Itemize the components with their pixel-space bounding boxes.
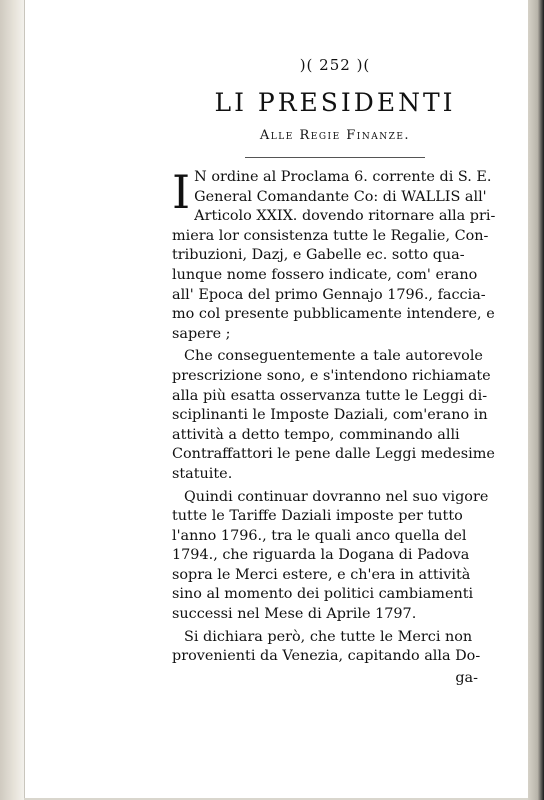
text-line: sopra le Merci estere, e ch'era in attività (172, 566, 471, 583)
text-line: sino al momento dei politici cambiamenti (172, 586, 474, 603)
text-line: provenienti da Venezia, capitando alla Do- (172, 648, 481, 665)
text-line: all' Epoca del primo Gennajo 1796., faccia- (172, 286, 486, 303)
text-line: lunque nome fossero indicate, com' erano (172, 266, 478, 283)
text-line: attività a detto tempo, comminando alli (172, 426, 460, 443)
title-divider (245, 157, 425, 158)
text-line: l'anno 1796., tra le quali anco quella del (172, 527, 467, 544)
text-line: Quindi continuar dovranno nel suo vigore (184, 488, 489, 505)
paragraph-4 (172, 628, 498, 667)
text-line: N ordine al Proclama 6. corrente di S. E. (194, 169, 492, 185)
text-line: sapere ; (172, 325, 231, 342)
text-line: successi nel Mese di Aprile 1797. (172, 606, 417, 623)
text-line: mo col presente pubblicamente intendere, e (172, 306, 495, 323)
text-line: 1794., che riguarda la Dogana di Padova (172, 547, 470, 564)
text-line: Che conseguentemente a tale autorevole (184, 348, 483, 365)
text-line: General Comandante Co: di WALLIS all' (194, 188, 487, 205)
catchword: ga- (455, 669, 478, 686)
page-title: LI PRESIDENTI (214, 88, 456, 117)
page-number: )( 252 )( (299, 56, 371, 74)
text-line: Contraffattori le pene dalle Leggi medesime (172, 446, 495, 463)
binding-gutter (0, 0, 24, 800)
paragraph-2 (172, 347, 498, 484)
text-line: statuite. (172, 465, 233, 482)
paragraph-1 (172, 165, 498, 344)
text-line: miera lor consistenza tutte le Regalie, Con- (172, 227, 489, 244)
drop-cap: I (172, 165, 191, 219)
text-line: tribuzioni, Dazj, e Gabelle ec. sotto qua- (172, 247, 465, 264)
page-subtitle: Alle Regie Finanze. (259, 128, 411, 143)
text-line: prescrizione sono, e s'intendono richiamate (172, 367, 491, 384)
text-line: sciplinanti le Imposte Daziali, com'erano in (172, 407, 488, 424)
text-line: Articolo XXIX. dovendo ritornare alla pri- (194, 208, 496, 225)
page-text-block (172, 56, 498, 686)
text-line: alla più esatta osservanza tutte le Leggi di- (172, 387, 488, 404)
text-line: tutte le Tariffe Daziali imposte per tutto (172, 508, 463, 525)
page-edge-shadow (528, 0, 544, 800)
text-line: Si dichiara però, che tutte le Merci non (184, 628, 473, 645)
paragraph-3 (172, 488, 498, 625)
